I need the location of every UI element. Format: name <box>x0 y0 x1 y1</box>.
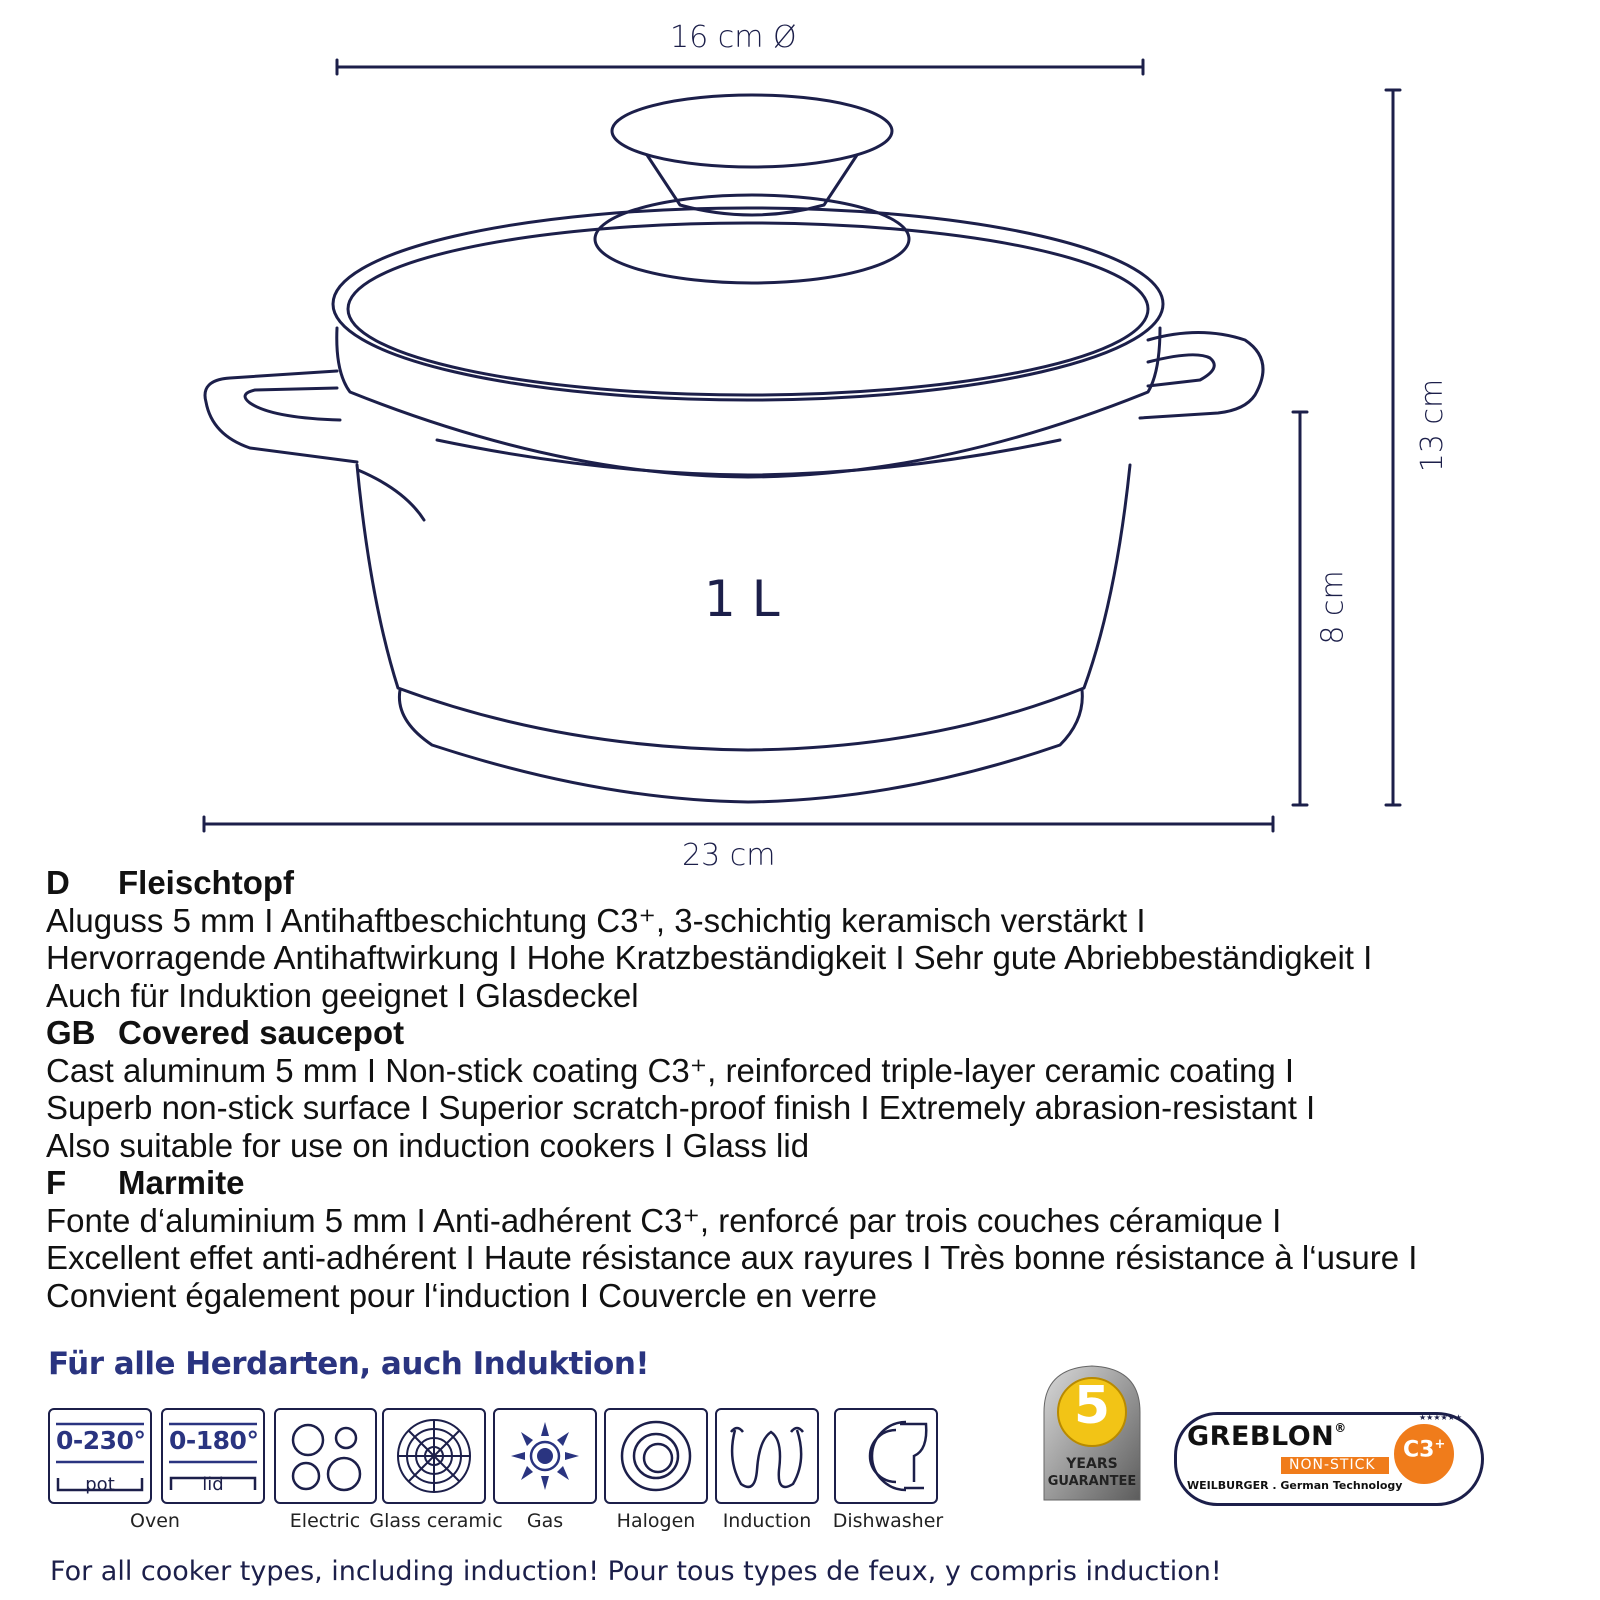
description-heading-gb <box>46 1014 1566 1052</box>
greblon-brand-text: GREBLON <box>1187 1421 1335 1452</box>
greblon-stars: ★★★★★★ <box>1419 1413 1463 1422</box>
registered-mark: ® <box>1334 1421 1347 1435</box>
greblon-badge <box>1174 1412 1484 1506</box>
electric-caption: Electric <box>289 1510 361 1532</box>
language-code: GB <box>46 1014 96 1051</box>
greblon-maker: WEILBURGER . German Technology <box>1187 1479 1403 1492</box>
volume-label: 1 L <box>704 570 780 628</box>
pot-outline <box>205 95 1263 802</box>
diameter-label: 16 cm Ø <box>670 20 797 55</box>
cooker-types-title: Für alle Herdarten, auch Induktion! <box>48 1346 650 1382</box>
halogen-caption: Halogen <box>616 1510 696 1532</box>
width-label: 23 cm <box>682 838 776 873</box>
guarantee-line1: YEARS <box>1066 1456 1118 1472</box>
footer-text: For all cooker types, including induction! Pour tous types de feux, y compris induction! <box>50 1556 1222 1587</box>
product-description <box>46 864 1566 1314</box>
description-line: Cast aluminum 5 mm I Non-stick coating C3⁺, reinforced triple-layer ceramic coating I <box>46 1051 1295 1089</box>
induction-caption: Induction <box>722 1510 812 1532</box>
oven-caption: Oven <box>130 1510 180 1532</box>
guarantee-badge <box>1040 1362 1144 1504</box>
oven-pot-temperature: 0-230° <box>56 1426 146 1455</box>
greblon-grade <box>1403 1437 1445 1462</box>
product-title: Covered saucepot <box>118 1014 405 1051</box>
description-line: Auch für Induktion geeignet I Glasdeckel <box>46 976 639 1014</box>
dishwasher-caption: Dishwasher <box>832 1510 944 1532</box>
oven-lid-temperature: 0-180° <box>169 1426 259 1455</box>
total-height-dimension-line <box>1386 90 1400 805</box>
diameter-dimension-line <box>337 60 1143 74</box>
nonstick-label: NON-STICK <box>1289 1457 1376 1473</box>
greblon-grade-text: C3 <box>1403 1437 1435 1463</box>
guarantee-line2: GUARANTEE <box>1047 1474 1137 1489</box>
body-height-label: 8 cm <box>1315 570 1351 645</box>
oven-pot-label: pot <box>85 1474 115 1495</box>
oven-lid-icon <box>161 1408 265 1504</box>
gas-caption: Gas <box>526 1510 564 1532</box>
product-title: Marmite <box>118 1164 245 1201</box>
description-line: Superb non-stick surface I Superior scratch-proof finish I Extremely abrasion-resistant I <box>46 1089 1316 1126</box>
body-height-dimension-line <box>1293 412 1307 805</box>
greblon-brand <box>1187 1421 1347 1452</box>
oven-lid-label: lid <box>202 1474 224 1495</box>
description-heading-de <box>46 864 1566 902</box>
description-line: Also suitable for use on induction cookers I Glass lid <box>46 1126 810 1164</box>
description-line: Aluguss 5 mm I Antihaftbeschichtung C3⁺, 3-schichtig keramisch verstärkt I <box>46 901 1146 939</box>
guarantee-years-number: 5 <box>1073 1376 1111 1436</box>
oven-pot-icon <box>48 1408 152 1504</box>
description-line: Hervorragende Antihaftwirkung I Hohe Kratzbeständigkeit I Sehr gute Abriebbeständigkeit I <box>46 939 1373 976</box>
language-code: D <box>46 864 70 901</box>
dishwasher-icon <box>834 1408 938 1504</box>
induction-icon <box>715 1408 819 1504</box>
greblon-grade-sup: + <box>1434 1437 1446 1452</box>
description-line: Convient également pour l‘induction I Couvercle en verre <box>46 1276 877 1314</box>
description-line: Fonte d‘aluminium 5 mm I Anti-adhérent C3⁺, renforcé par trois couches céramique I <box>46 1201 1282 1239</box>
glass-ceramic-caption: Glass ceramic <box>369 1510 503 1532</box>
gas-icon <box>493 1408 597 1504</box>
halogen-icon <box>604 1408 708 1504</box>
language-code: F <box>46 1164 67 1201</box>
product-title: Fleischtopf <box>118 864 295 901</box>
total-height-label: 13 cm <box>1415 378 1451 473</box>
description-line: Excellent effet anti-adhérent I Haute résistance aux rayures I Très bonne résistance à l‘usure I <box>46 1239 1418 1276</box>
glass-ceramic-icon <box>382 1408 486 1504</box>
width-dimension-line <box>204 817 1273 831</box>
description-heading-f <box>46 1164 1566 1202</box>
electric-stove-icon <box>274 1408 377 1504</box>
